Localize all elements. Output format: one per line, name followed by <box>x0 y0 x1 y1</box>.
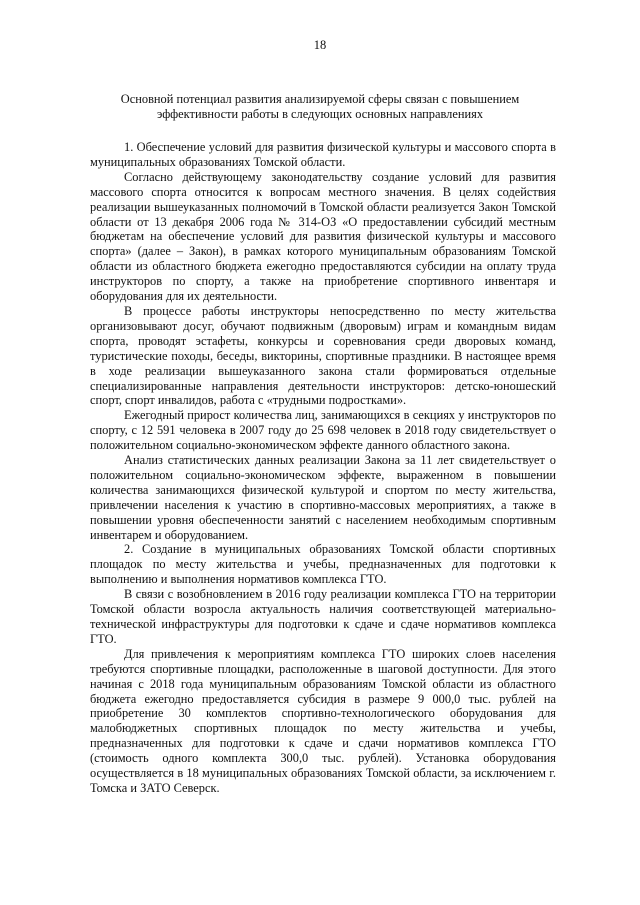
body-text <box>90 140 556 796</box>
paragraph-3: В процессе работы инструкторы непосредственно по месту жительства организовывают досуг, обучают подвижным (дворовым) играм и командным видам спорта, проводят эстафеты, конкурсы и соревнования среди дворовых команд, туристические походы, беседы, викторины, спортивные праздники. В настоящее время в ходе реализации вышеуказанного закона стали формироваться отдельные специализированные направления деятельности инструкторов: детско-юношеский спорт, спорт инвалидов, работа с «трудными подростками». <box>90 303 556 408</box>
paragraph-2: Согласно действующему законодательству создание условий для развития массового спорта относится к вопросам местного значения. В целях содействия реализации вышеуказанных полномочий в Томской области реализуется Закон Томской области от 13 декабря 2006 года № 314-ОЗ «О предоставлении субсидий местным бюджетам на обеспечение условий для развития физической культуры и массового спорта» (далее – Закон), в рамках которого муниципальным образованиям Томской области из областного бюджета ежегодно предоставляются субсидии на оплату труда инструкторов по спорту, а также на приобретение спортивного инвентаря и оборудования для их деятельности. <box>90 169 556 304</box>
paragraph-1: 1. Обеспечение условий для развития физической культуры и массового спорта в муниципальных образованиях Томской области. <box>90 140 556 169</box>
paragraph-7: В связи с возобновлением в 2016 году реализации комплекса ГТО на территории Томской области возросла актуальность наличия соответствующей материально-технической инфраструктуры для подготовки к сдаче и сдаче нормативов комплекса ГТО. <box>90 587 556 646</box>
paragraph-6: 2. Создание в муниципальных образованиях Томской области спортивных площадок по месту жительства и учебы, предназначенных для подготовки к выполнению и выполнения нормативов комплекса ГТО. <box>90 542 556 587</box>
paragraph-8: Для привлечения к мероприятиям комплекса ГТО широких слоев населения требуются спортивные площадки, расположенные в шаговой доступности. Для этого начиная с 2018 года муниципальным образованиям Томской области из областного бюджета ежегодно предоставляется субсидия в размере 9 000,0 тыс. рублей на приобретение 30 комплектов спортивно-технологического оборудования для малобюджетных спортивных площадок по месту жительства и учебы, предназначенных для подготовки к сдаче и сдачи нормативов комплекса ГТО (стоимость одного комплекта 300,0 тыс. рублей). Установка оборудования осуществляется в 18 муниципальных образованиях Томской области, за исключением г. Томска и ЗАТО Северск. <box>90 646 556 795</box>
page-number: 18 <box>313 38 327 52</box>
paragraph-5: Анализ статистических данных реализации Закона за 11 лет свидетельствует о положительном социально-экономическом эффекте, выраженном в повышении количества занимающихся физической культурой и спортом по месту жительства, привлечении населения к участию в спортивно-массовых мероприятиях, а также в повышении уровня обеспеченности занятий с населением необходимым спортивным инвентарем и оборудованием. <box>90 453 556 542</box>
section-heading: Основной потенциал развития анализируемой сферы связан с повышением эффективности работы в следующих основных направлениях <box>120 92 520 121</box>
paragraph-4: Ежегодный прирост количества лиц, занимающихся в секциях у инструкторов по спорту, с 12 591 человека в 2007 году до 25 698 человек в 2018 году свидетельствует о положительном социально-экономическом эффекте данного областного закона. <box>90 408 556 453</box>
